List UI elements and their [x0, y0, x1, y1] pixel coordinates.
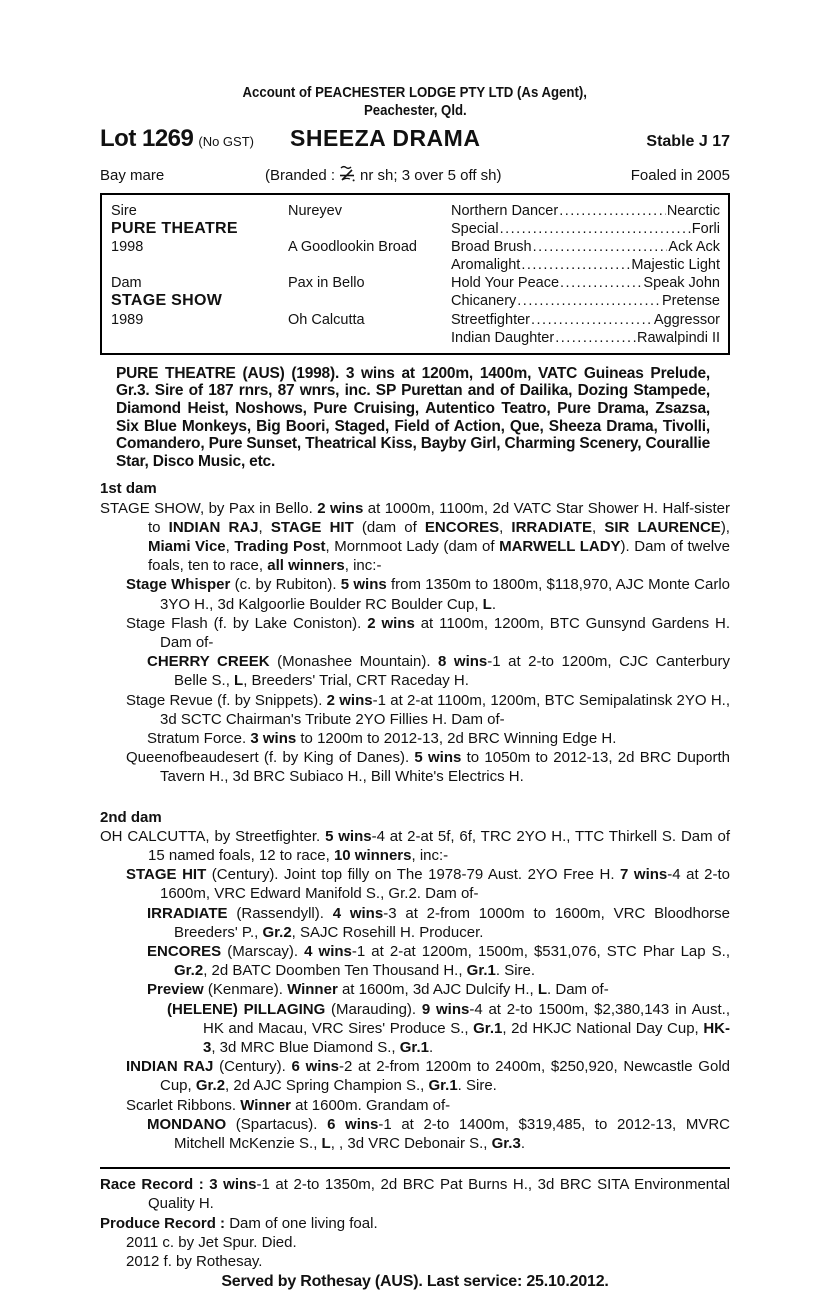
emphasized-text: Race Record : 3 wins — [100, 1176, 257, 1194]
pedigree-paragraph — [100, 1214, 730, 1233]
body-text: (dam of — [353, 518, 425, 536]
pedigree-generation2-name: Pax in Bello — [288, 275, 365, 292]
body-text: (Marscay). — [221, 942, 305, 960]
pedigree-paragraph — [100, 1096, 730, 1115]
pedigree-paragraph — [100, 942, 730, 980]
pedigree-paragraph — [100, 1175, 730, 1213]
body-text: (Marauding). — [325, 1000, 422, 1018]
emphasized-text: 5 wins — [325, 827, 372, 845]
body-text: Stratum Force. — [147, 729, 251, 747]
pedigree-row — [111, 311, 720, 329]
emphasized-text: 4 wins — [332, 904, 384, 922]
body-text: Stage Flash (f. by Lake Coniston). — [126, 614, 368, 632]
body-text: STAGE SHOW, by Pax in Bello. — [100, 499, 318, 517]
body-text: at 1600m, 3d AJC Dulcify H., — [337, 981, 538, 999]
body-text: , , 3d VRC Debonair S., — [330, 1135, 492, 1153]
body-text: Dam of one living foal. — [225, 1214, 378, 1232]
pedigree-ancestor-pair — [451, 292, 720, 310]
dam-sections — [100, 479, 730, 1153]
pedigree-ancestor-sire-name: Nearctic — [666, 203, 720, 219]
body-text: (Rassendyll). — [227, 904, 333, 922]
pedigree-ancestor-pair — [451, 202, 720, 220]
body-text: Stage Revue (f. by Snippets). — [126, 691, 327, 709]
pedigree-paragraph — [100, 1000, 730, 1058]
emphasized-text: HK-3 — [203, 1019, 730, 1056]
emphasized-text: SIR LAURENCE — [604, 518, 721, 536]
body-text: (Kenmare). — [203, 981, 288, 999]
gst-note: (No GST) — [198, 134, 254, 149]
emphasized-text: Winner — [240, 1096, 291, 1114]
body-text: . — [491, 595, 497, 613]
account-line-1: Account of PEACHESTER LODGE PTY LTD (As Agent), — [242, 84, 588, 101]
pedigree-ancestor-sire-name: Pretense — [661, 293, 720, 310]
body-text: , inc:- — [411, 846, 449, 864]
emphasized-text: Gr.1 — [466, 962, 496, 980]
body-text: -4 at 2-to 1500m, $2,380,143 in Aust., HK and Macau, VRC Sires' Produce S., — [203, 1000, 730, 1037]
dotted-leader — [500, 220, 691, 238]
pedigree-row — [111, 202, 720, 220]
body-text: , 3d MRC Blue Diamond S., — [211, 1039, 400, 1056]
dotted-leader — [521, 256, 630, 274]
served-by-line: Served by Rothesay (AUS). Last service: 25.10.2012. — [221, 1273, 609, 1291]
emphasized-text: CHERRY CREEK — [147, 653, 270, 671]
body-text: . Sire. — [457, 1077, 497, 1095]
pedigree-paragraph — [100, 980, 730, 999]
pedigree-row — [111, 256, 720, 274]
emphasized-text: Gr.3 — [491, 1135, 521, 1153]
record-section — [100, 1175, 730, 1271]
body-text: . — [428, 1039, 434, 1056]
emphasized-text: (HELENE) PILLAGING — [167, 1000, 326, 1018]
brand-suffix: nr sh; 3 over 5 off sh) — [360, 167, 502, 184]
pedigree-ancestor-pair — [451, 220, 720, 238]
emphasized-text: L — [234, 672, 244, 690]
body-text: (Century). Joint top filly on The 1978-79 Aust. 2YO Free H. — [206, 866, 621, 884]
emphasized-text: 4 wins — [304, 942, 352, 960]
pedigree-row — [111, 220, 720, 238]
pedigree-ancestor-pair — [451, 274, 720, 292]
emphasized-text: Miami Vice — [148, 537, 226, 555]
emphasized-text: 6 wins — [291, 1058, 339, 1076]
emphasized-text: 5 wins — [340, 576, 387, 594]
pedigree-generation1-name: Sire — [111, 203, 137, 219]
pedigree-paragraph — [100, 748, 730, 786]
emphasized-text: INDIAN RAJ — [126, 1058, 214, 1076]
emphasized-text: ENCORES — [424, 518, 500, 536]
body-text: . Sire. — [495, 962, 536, 980]
dam-section-heading: 1st dam — [100, 480, 157, 498]
pedigree-ancestor-name: Hold Your Peace — [451, 275, 560, 292]
pedigree-row — [111, 238, 720, 256]
body-text: , 2d HKJC National Day Cup, — [502, 1019, 704, 1037]
emphasized-text: MONDANO — [147, 1115, 227, 1133]
body-text: -1 at 2-at 1100m, 1200m, BTC Semipalatinsk 2YO H., 3d SCTC Chairman's Tribute 2YO Fillies H. Dam of- — [160, 691, 731, 728]
body-text: (Monashee Mountain). — [269, 653, 439, 671]
pedigree-ancestor-pair — [451, 256, 720, 274]
pedigree-generation1-name: Dam — [111, 275, 142, 292]
body-text: , inc:- — [344, 557, 382, 575]
pedigree-row — [111, 329, 720, 347]
pedigree-ancestor-name: Broad Brush — [451, 239, 532, 256]
pedigree-generation1-name: PURE THEATRE — [111, 220, 238, 238]
body-text: , 2d BATC Doomben Ten Thousand H., — [203, 962, 467, 980]
emphasized-text: Gr.1 — [428, 1077, 458, 1095]
body-text: , — [499, 518, 512, 536]
body-text: Queenofbeaudesert (f. by King of Danes). — [126, 749, 415, 767]
pedigree-ancestor-name: Chicanery — [451, 293, 517, 310]
emphasized-text: 7 wins — [620, 866, 668, 884]
emphasized-text: 3 wins — [250, 729, 297, 747]
pedigree-ancestor-pair — [451, 311, 720, 329]
pedigree-ancestor-sire-name: Majestic Light — [631, 257, 720, 274]
emphasized-text: 2 wins — [367, 614, 415, 632]
body-text: , 2d AJC Spring Champion S., — [225, 1077, 429, 1095]
body-text: , — [258, 518, 271, 536]
pedigree-generation2-name: Oh Calcutta — [288, 311, 365, 328]
emphasized-text: 10 winners — [333, 846, 412, 864]
emphasized-text: Gr.1 — [473, 1019, 503, 1037]
horse-description: Bay mare — [100, 167, 165, 184]
pedigree-ancestor-sire-name: Speak John — [643, 275, 720, 292]
account-line-2: Peachester, Qld. — [363, 102, 467, 119]
pedigree-paragraph — [100, 614, 730, 652]
brand-info — [265, 162, 631, 184]
pedigree-paragraph — [100, 1252, 730, 1271]
emphasized-text: Trading Post — [234, 537, 326, 555]
emphasized-text: STAGE HIT — [126, 866, 207, 884]
emphasized-text: IRRADIATE — [147, 904, 228, 922]
emphasized-text: L — [482, 595, 492, 613]
emphasized-text: L — [321, 1135, 331, 1153]
pedigree-ancestor-name: Special — [451, 221, 499, 238]
emphasized-text: 8 wins — [438, 653, 488, 671]
emphasized-text: INDIAN RAJ — [168, 518, 259, 536]
body-text: , SAJC Rosehill H. Producer. — [291, 923, 484, 941]
emphasized-text: 2 wins — [326, 691, 373, 709]
body-text: to 1200m to 2012-13, 2d BRC Winning Edge H. — [296, 729, 617, 747]
pedigree-paragraph — [100, 827, 730, 865]
body-text: at 1100m, 1200m, BTC Gunsynd Gardens H. Dam of- — [160, 614, 731, 651]
pedigree-paragraph — [100, 691, 730, 729]
body-text: -2 at 2-from 1200m to 2400m, $250,920, Newcastle Gold Cup, — [160, 1058, 730, 1095]
body-text: -1 at 2-to 1350m, 2d BRC Pat Burns H., 3d BRC SITA Environmental Quality H. — [148, 1176, 730, 1213]
body-text: ), — [720, 518, 730, 536]
emphasized-text: Stage Whisper — [126, 576, 231, 594]
emphasized-text: Gr.2 — [174, 962, 204, 980]
pedigree-row — [111, 274, 720, 292]
dotted-leader — [555, 329, 636, 347]
emphasized-text: MARWELL LADY — [499, 537, 621, 555]
pedigree-paragraph — [100, 865, 730, 903]
emphasized-text: ENCORES — [147, 942, 222, 960]
description-row — [100, 162, 730, 184]
body-text: , Breeders' Trial, CRT Raceday H. — [243, 672, 469, 690]
emphasized-text: 6 wins — [327, 1115, 379, 1133]
body-text: -1 at 2-to 1200m, CJC Canterbury Belle S., — [174, 653, 730, 690]
body-text: Scarlet Ribbons. — [126, 1096, 241, 1114]
body-text: at 1000m, 1100m, 2d VATC Star Shower H. Half-sister to — [148, 499, 730, 536]
pedigree-paragraph — [100, 1057, 730, 1095]
pedigree-ancestor-pair — [451, 329, 720, 347]
pedigree-paragraph — [100, 499, 730, 576]
emphasized-text: 5 wins — [414, 749, 462, 767]
emphasized-text: 9 wins — [421, 1000, 470, 1018]
body-text: , Mornmoot Lady (dam of — [325, 537, 500, 555]
pedigree-paragraph — [100, 1233, 730, 1252]
pedigree-generation1-name: STAGE SHOW — [111, 292, 223, 310]
body-text: -4 at 2-to 1600m, VRC Edward Manifold S., Gr.2. Dam of- — [160, 866, 731, 903]
dotted-leader — [560, 274, 642, 292]
body-text: . — [520, 1135, 525, 1153]
pedigree-paragraph — [100, 904, 730, 942]
body-text: at 1600m. Grandam of- — [290, 1096, 451, 1114]
emphasized-text: all winners — [267, 557, 345, 575]
pedigree-ancestor-sire-name: Rawalpindi II — [636, 329, 720, 346]
pedigree-paragraph — [100, 729, 730, 748]
lot-number: Lot 1269 — [100, 125, 194, 152]
body-text: to 1050m to 2012-13, 2d BRC Duporth Tavern H., 3d BRC Subiaco H., Bill White's Electrics H. — [160, 749, 730, 786]
body-text: -3 at 2-from 1000m to 1600m, VRC Bloodhorse Breeders' P., — [174, 904, 730, 941]
emphasized-text: L — [537, 981, 548, 999]
foaled-year: Foaled in 2005 — [630, 167, 730, 184]
body-text: , — [591, 518, 605, 536]
body-text: (c. by Rubiton). — [230, 576, 341, 594]
pedigree-ancestor-name: Northern Dancer — [451, 203, 559, 219]
body-text: , — [225, 537, 235, 555]
vendor-account-header — [100, 84, 730, 120]
pedigree-ancestor-pair — [451, 238, 720, 256]
body-text: OH CALCUTTA, by Streetfighter. — [100, 827, 326, 845]
pedigree-generation1-name: 1998 — [111, 239, 144, 256]
pedigree-ancestor-sire-name: Aggressor — [653, 311, 720, 328]
emphasized-text: IRRADIATE — [511, 518, 592, 536]
horse-name: SHEEZA DRAMA — [290, 125, 481, 151]
pedigree-paragraph — [100, 652, 730, 690]
emphasized-text: Gr.2 — [195, 1077, 226, 1095]
body-text: -4 at 2-at 5f, 6f, TRC 2YO H., TTC Thirkell S. Dam of 15 named foals, 12 to race, — [148, 827, 730, 864]
body-text: (Spartacus). — [226, 1115, 328, 1133]
pedigree-table — [100, 193, 730, 355]
emphasized-text: Gr.2 — [262, 923, 292, 941]
dotted-leader — [533, 238, 668, 256]
emphasized-text: Gr.1 — [399, 1039, 429, 1056]
emphasized-text: STAGE HIT — [270, 518, 354, 536]
pedigree-paragraph — [100, 1115, 730, 1153]
pedigree-row — [111, 292, 720, 310]
pedigree-ancestor-sire-name: Ack Ack — [668, 239, 720, 256]
body-text: 2011 c. by Jet Spur. Died. — [126, 1233, 297, 1251]
body-text: ). Dam of twelve foals, ten to race, — [148, 537, 730, 575]
stable-number: Stable J 17 — [646, 133, 730, 150]
brand-prefix: (Branded : — [265, 167, 336, 184]
body-text: . Dam of- — [547, 981, 609, 999]
pedigree-ancestor-sire-name: Forli — [691, 221, 720, 238]
dotted-leader — [517, 292, 661, 310]
body-text: -1 at 2-to 1400m, $319,485, to 2012-13, MVRC Mitchell McKenzie S., — [174, 1115, 730, 1153]
dotted-leader — [531, 311, 653, 329]
pedigree-generation2-name: Nureyev — [288, 203, 342, 219]
pedigree-ancestor-name: Indian Daughter — [451, 329, 555, 346]
lot-title-row — [100, 125, 730, 153]
body-text: 2012 f. by Rothesay. — [126, 1253, 263, 1271]
brand-mark-icon — [339, 164, 356, 182]
pedigree-ancestor-name: Aromalight — [451, 257, 521, 274]
footer-divider — [100, 1167, 730, 1169]
sire-summary-paragraph: PURE THEATRE (AUS) (1998). 3 wins at 1200m, 1400m, VATC Guineas Prelude, Gr.3. Sire of 187 rnrs, 87 wnrs, inc. SP Purettan and of Dailika, Dozing Stampede, Diamond Heist, Noshows, Pure Cruising, Autentico Teatro, Pure Drama, Zsazsa, Six Blue Monkeys, Big Boori, Staged, Field of Action, Que, Sheeza Drama, Tivolli, Comandero, Pure Sunset, Theatrical Kiss, Bayby Girl, Charming Scenery, Courallie Star, Disco Music, etc. — [116, 364, 710, 470]
pedigree-generation1-name: 1989 — [111, 311, 144, 328]
emphasized-text: Produce Record : — [100, 1214, 226, 1232]
body-text: (Century). — [213, 1058, 292, 1076]
pedigree-paragraph — [100, 575, 730, 613]
emphasized-text: 2 wins — [317, 499, 364, 517]
emphasized-text: Preview — [147, 981, 204, 999]
emphasized-text: Winner — [287, 981, 338, 999]
dam-section-heading: 2nd dam — [100, 808, 162, 826]
body-text: -1 at 2-at 1200m, 1500m, $531,076, STC Phar Lap S., — [351, 942, 730, 960]
pedigree-generation2-name: A Goodlookin Broad — [288, 239, 417, 256]
body-text: from 1350m to 1800m, $118,970, AJC Monte Carlo 3YO H., 3d Kalgoorlie Boulder RC Boulder Cup, — [160, 576, 730, 613]
dotted-leader — [559, 202, 666, 220]
pedigree-ancestor-name: Streetfighter — [451, 311, 530, 328]
